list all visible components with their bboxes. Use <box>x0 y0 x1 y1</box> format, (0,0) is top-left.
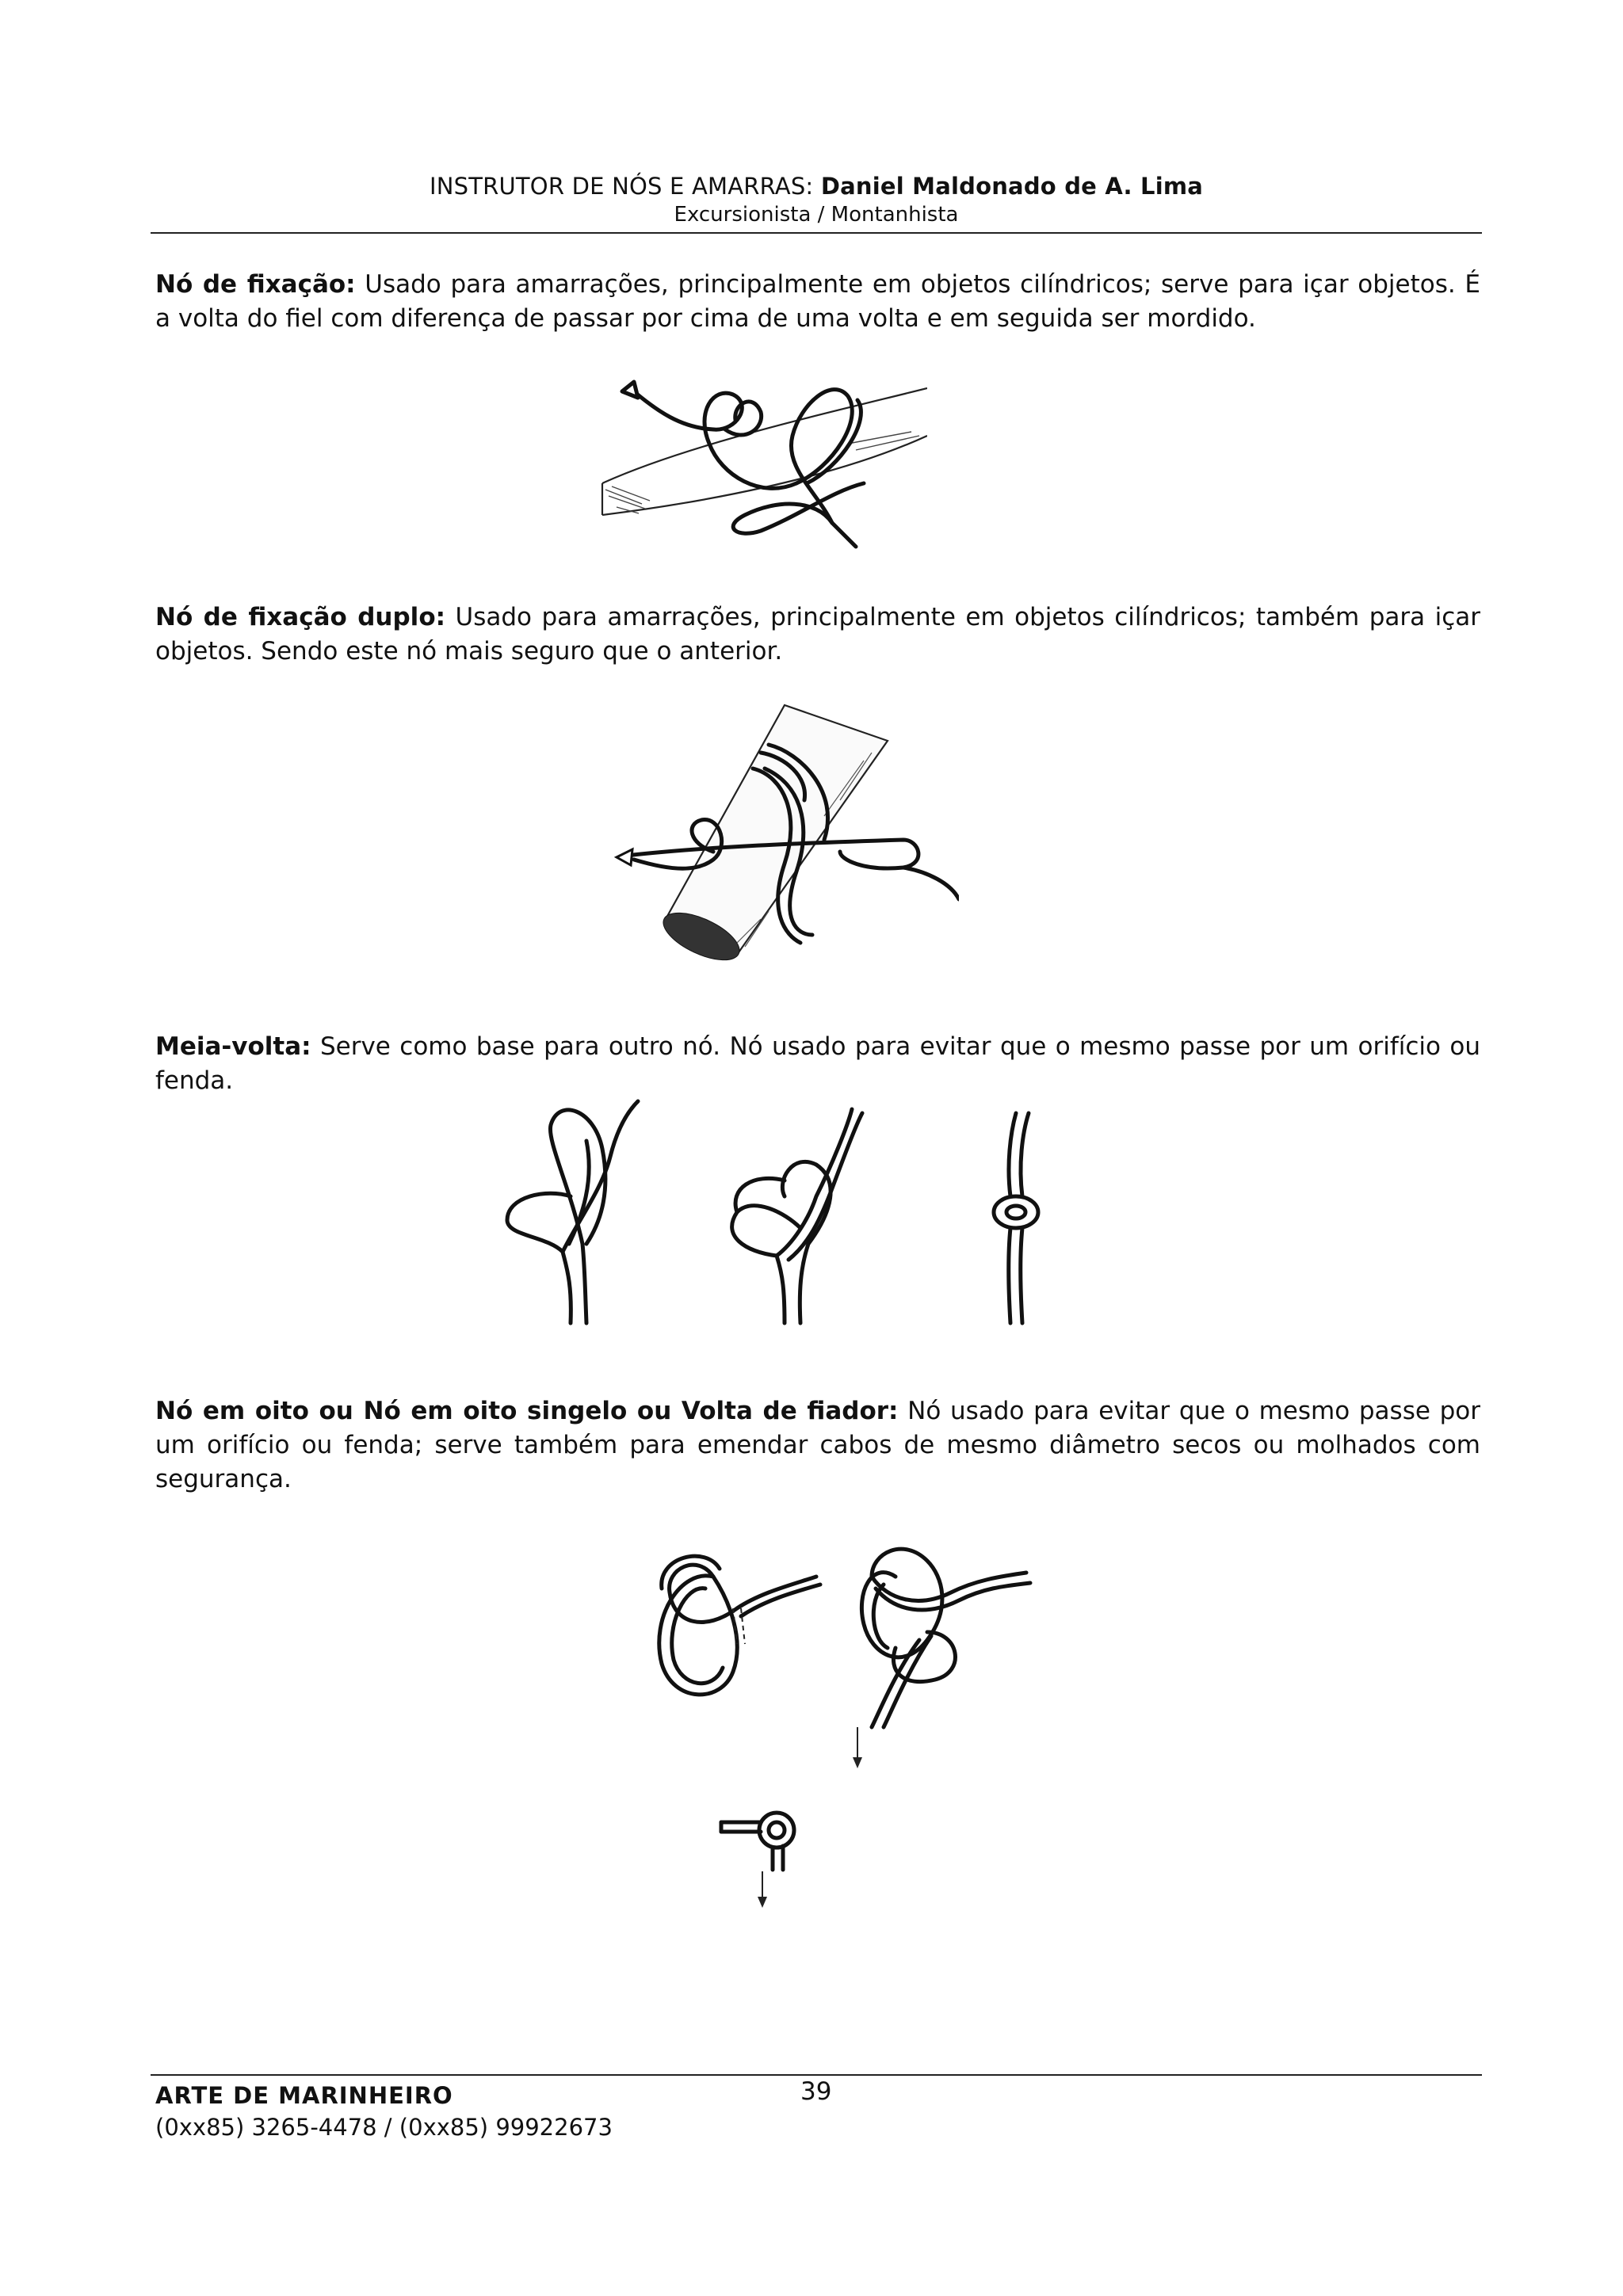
section-title: Nó em oito ou Nó em oito singelo ou Volta de fiador: <box>155 1397 899 1425</box>
section-title: Nó de fixação: <box>155 270 356 299</box>
section-text: Serve como base para outro nó. Nó usado para evitar que o mesmo passe por um orifício ou fenda. <box>155 1032 1481 1095</box>
page-number: 39 <box>800 2077 832 2106</box>
knot-meia-volta-illustration <box>483 1077 1109 1355</box>
section-text: Usado para amarrações, principalmente em objetos cilíndricos; serve para içar objetos. É a volta do fiel com diferença de passar por cima de uma volta e em seguida ser mordido. <box>155 270 1480 333</box>
section-title: Meia-volta: <box>155 1032 311 1061</box>
header-rule <box>151 232 1482 234</box>
footer-rule <box>151 2074 1482 2076</box>
header-author: Daniel Maldonado de A. Lima <box>820 173 1204 200</box>
header-prefix: INSTRUTOR DE NÓS E AMARRAS: <box>429 173 814 200</box>
section-title: Nó de fixação duplo: <box>155 603 446 631</box>
section-no-em-oito <box>155 1394 1480 1497</box>
footer-phone: (0xx85) 3265-4478 / (0xx85) 99922673 <box>155 2114 613 2141</box>
header-subtitle: Excursionista / Montanhista <box>674 203 959 227</box>
section-text: Nó usado para evitar que o mesmo passe por um orifício ou fenda; serve também para emendar cabos de mesmo diâmetro secos ou molhados com segurança. <box>155 1397 1481 1493</box>
section-no-de-fixacao-duplo <box>155 601 1480 669</box>
knot-em-oito-illustration <box>634 1489 1062 1917</box>
knot-fixacao-illustration <box>594 357 927 594</box>
knot-fixacao-duplo-illustration <box>602 681 959 982</box>
section-no-de-fixacao <box>155 268 1480 336</box>
section-text: Usado para amarrações, principalmente em objetos cilíndricos; também para içar objetos. Sendo este nó mais seguro que o anterior. <box>155 603 1480 666</box>
header-title <box>151 173 1482 200</box>
footer-title: ARTE DE MARINHEIRO <box>155 2082 453 2109</box>
